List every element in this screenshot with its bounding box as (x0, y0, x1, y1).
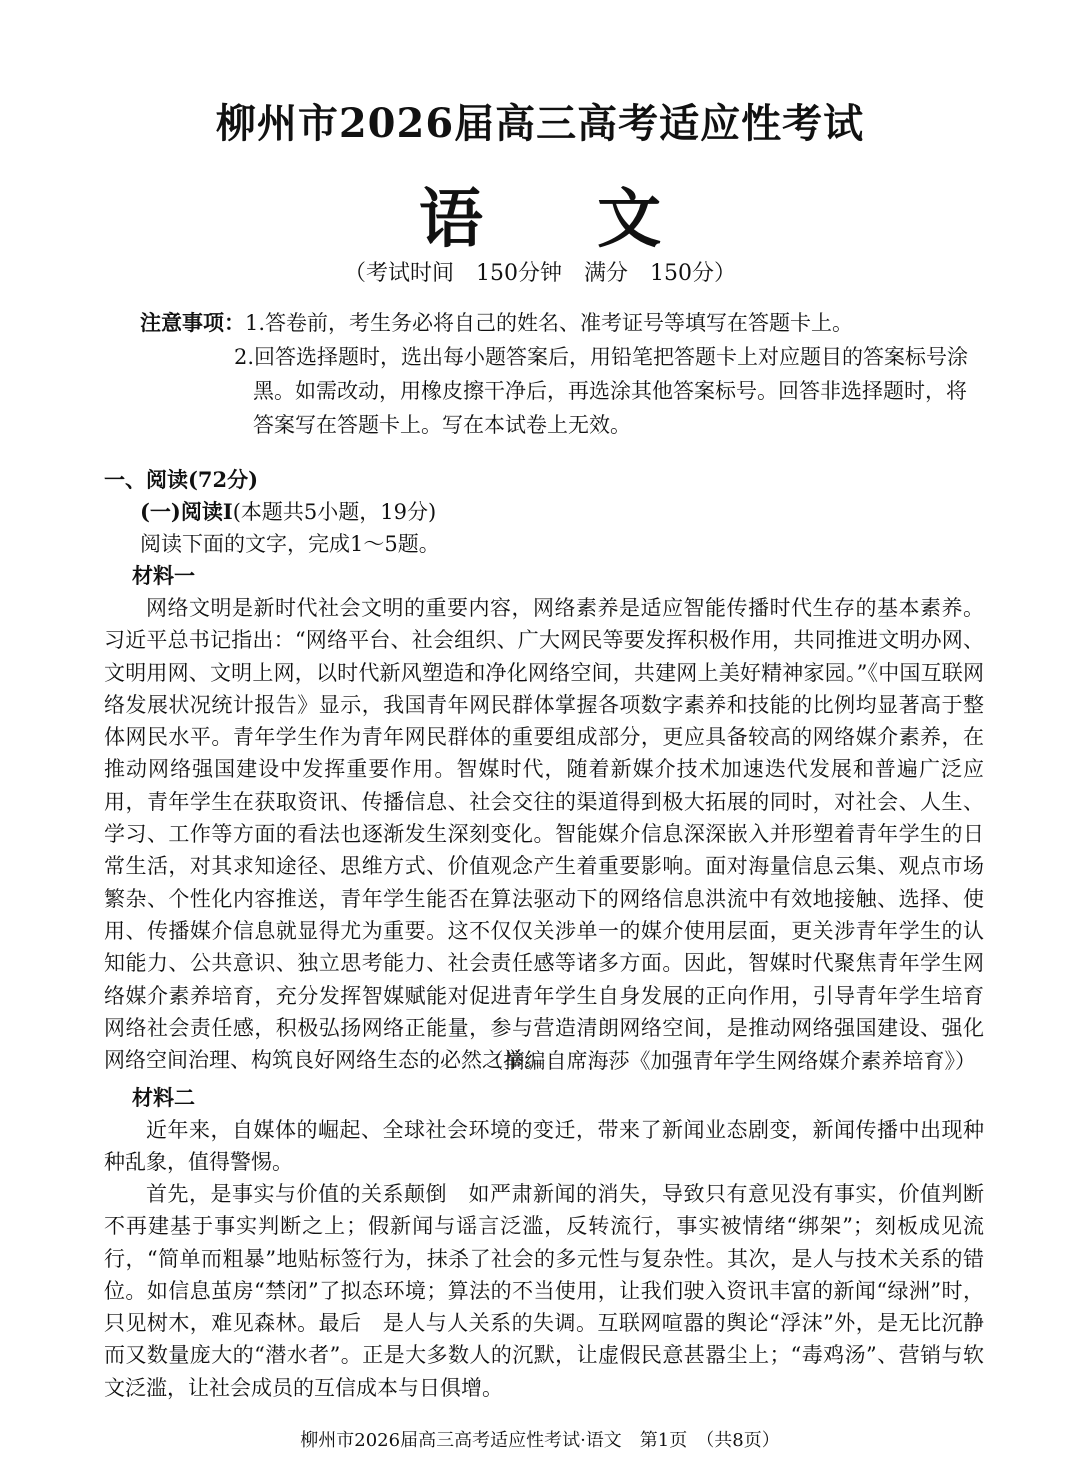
notes-item-2-line-1: 2.回答选择题时，选出每小题答案后，用铅笔把答题卡上对应题目的答案标号涂 (234, 345, 969, 369)
notes-item-2-line-2: 黑。如需改动，用橡皮擦干净后，再选涂其他答案标号。回答非选择题时，将 (253, 379, 967, 403)
material1-title: 材料一 (132, 563, 195, 588)
subsection-bold: (一)阅读I (140, 499, 233, 524)
material2-title: 材料二 (132, 1085, 195, 1110)
material2-para1: 近年来，自媒体的崛起、全球社会环境的变迁，带来了新闻业态剧变，新闻传播中出现种种乱象，值得警惕。 (104, 1118, 984, 1175)
section-title: 一、阅读(72分) (104, 467, 259, 492)
subsection-rest: (本题共5小题，19分) (232, 500, 437, 524)
notes-item-2-line-3: 答案写在答题卡上。写在本试卷上无效。 (253, 413, 631, 437)
notes-label: 注意事项： (140, 310, 245, 335)
subsection-title (140, 496, 436, 528)
page-footer: 柳州市2026届高三高考适应性考试·语文 第1页 （共8页） (300, 1430, 780, 1451)
notes-block (140, 306, 970, 442)
reading-instruction: 阅读下面的文字，完成1～5题。 (140, 532, 440, 556)
exam-title: 柳州市2026届高三高考适应性考试 (215, 100, 865, 147)
material1-text: 网络文明是新时代社会文明的重要内容，网络素养是适应智能传播时代生存的基本素养。习近平总书记指出：“网络平台、社会组织、广大网民等要发挥积极作用，共同推进文明办网、文明用网、文明上网，以时代新风塑造和净化网络空间，共建网上美好精神家园。”《中国互联网络发展状况统计报告》显示，我国青年网民群体掌握各项数字素养和技能的比例均显著高于整体网民水平。青年学生作为青年网民群体的重要组成部分，更应具备较高的网络媒介素养，在推动网络强国建设中发挥重要作用。智媒时代，随着新媒介技术加速迭代发展和普遍广泛应用，青年学生在获取资讯、传播信息、社会交往的渠道得到极大拓展的同时，对社会、人生、学习、工作等方面的看法也逐渐发生深刻变化。智能媒介信息深深嵌入并形塑着青年学生的日常生活，对其求知途径、思维方式、价值观念产生着重要影响。面对海量信息云集、观点市场繁杂、个性化内容推送，青年学生能否在算法驱动下的网络信息洪流中有效地接触、选择、使用、传播媒介信息就显得尤为重要。这不仅仅关涉单一的媒介使用层面，更关涉青年学生的认知能力、公共意识、独立思考能力、社会责任感等诸多方面。因此，智媒时代聚焦青年学生网络媒介素养培育，充分发挥智媒赋能对促进青年学生自身发展的正向作用，引导青年学生培育网络社会责任感，积极弘扬网络正能量，参与营造清朗网络空间，是推动网络强国建设、强化网络空间治理、构筑良好网络生态的必然之举。 (104, 596, 984, 1073)
subject-title: 语 文 (418, 182, 708, 257)
notes-item1-text: 1.答卷前，考生务必将自己的姓名、准考证号等填写在答题卡上。 (245, 311, 854, 335)
material1-source: （摘编自席海莎《加强青年学生网络媒介素养培育》） (482, 1049, 976, 1073)
material2-para2: 首先，是事实与价值的关系颠倒 如严肃新闻的消失，导致只有意见没有事实，价值判断不再建基于事实判断之上；假新闻与谣言泛滥，反转流行，事实被情绪“绑架”；刻板成见流行，“简单而粗暴”地贴标签行为，抹杀了社会的多元性与复杂性。其次，是人与技术关系的错位。如信息茧房“禁闭”了拟态环境；算法的不当使用，让我们驶入资讯丰富的新闻“绿洲”时，只见树木，难见森林。最后 是人与人关系的失调。互联网喧嚣的舆论“浮沫”外，是无比沉静而又数量庞大的“潜水者”。正是大多数人的沉默，让虚假民意甚嚣尘上；“毒鸡汤”、营销与软文泛滥，让社会成员的互信成本与日俱增。 (104, 1182, 984, 1400)
notes-item-1 (140, 306, 970, 340)
exam-info: （考试时间 150分钟 满分 150分） (344, 261, 736, 286)
